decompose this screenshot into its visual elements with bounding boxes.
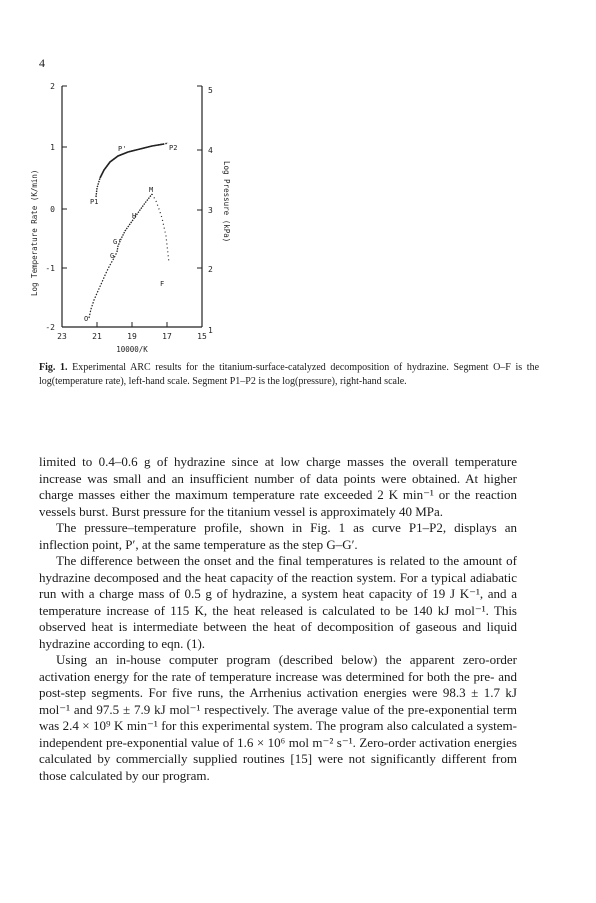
x-tick-label: 19	[127, 332, 137, 341]
right-tick-label: 1	[208, 326, 213, 335]
rate-curve-m-to-f	[152, 194, 169, 263]
left-tick-label: 0	[50, 205, 55, 214]
paragraph: The pressure–temperature profile, shown in Fig. 1 as curve P1–P2, displays an inflection point, P′, at the same temperature as the step G–G′.	[39, 520, 517, 552]
paragraph: Using an in-house computer program (described below) the apparent zero-order activation energy for the rate of temperature increase was determined for both the pre- and post-step segments. For five runs, the Arrhenius activation energies were 98.3 ± 1.7 kJ mol⁻¹ and 97.5 ± 7.9 kJ mol⁻¹ respectively. The average value of the pre-exponential term was 2.4 × 10⁹ K min⁻¹ for this experimental system. The program also calculated a system-independent pre-exponential value of 1.6 × 10⁶ mol m⁻² s⁻¹. Zero-order activation energies calculated by commercially supplied routines [15] were not significantly different from those calculated by our program.	[39, 652, 517, 783]
caption-text: Experimental ARC results for the titanium-surface-catalyzed decomposition of hydrazine. Segment O–F is the log(temperature rate), left-hand scale. Segment P1–P2 is the log(pressure), right-hand scale.	[39, 362, 540, 387]
arc-results-figure	[0, 0, 596, 360]
body-text	[39, 454, 517, 784]
left-axis-label: Log Temperature Rate (K/min)	[30, 169, 39, 296]
point-label-g: G	[110, 252, 115, 260]
left-tick-label: 1	[50, 143, 55, 152]
x-axis-label: 10000/K	[116, 345, 148, 354]
figure-caption	[39, 361, 539, 388]
point-label-p2: P2	[169, 144, 178, 152]
right-tick-marks	[197, 86, 202, 268]
point-label-p1: P1	[90, 198, 99, 206]
left-tick-label: -1	[45, 264, 55, 273]
left-tick-label: -2	[45, 323, 55, 332]
right-axis-label: Log Pressure (kPa)	[222, 161, 231, 243]
bottom-tick-marks	[62, 322, 202, 327]
right-tick-label: 4	[208, 146, 213, 155]
point-label-g-prime: G'	[113, 238, 122, 246]
x-tick-label: 21	[92, 332, 102, 341]
right-tick-label: 2	[208, 265, 213, 274]
point-label-o: O	[84, 315, 89, 323]
rate-curve-g-to-m	[117, 194, 152, 252]
x-tick-label: 23	[57, 332, 67, 341]
page-number: 4	[39, 56, 45, 70]
left-tick-marks	[62, 86, 67, 327]
paragraph: The difference between the onset and the final temperatures is related to the amount of hydrazine decomposed and the heat capacity of the reaction system. For a typical adiabatic run with a charge mass of 0.5 g of hydrazine, a system heat capacity of 19 J K⁻¹, and a temperature increase of 115 K, the heat released is calculated to be 140 kJ mol⁻¹. This observed heat is intermediate between the heat of decomposition of gaseous and liquid hydrazine according to eqn. (1).	[39, 553, 517, 651]
paragraph: limited to 0.4–0.6 g of hydrazine since at low charge masses the overall temperature increase was small and an insufficient number of data points were obtained. At higher charge masses either the maximum temperature rate exceeded 2 K min⁻¹ or the reaction vessels burst. Burst pressure for the titanium vessel is approximately 40 MPa.	[39, 454, 517, 519]
right-tick-label: 3	[208, 206, 213, 215]
right-tick-label: 5	[208, 86, 213, 95]
x-tick-label: 15	[197, 332, 207, 341]
rate-curve-o-to-g	[89, 252, 117, 318]
x-tick-label: 17	[162, 332, 172, 341]
pressure-curve-solid	[100, 144, 164, 178]
left-tick-label: 2	[50, 82, 55, 91]
point-label-m: M	[149, 186, 154, 194]
point-label-f: F	[160, 280, 165, 288]
point-label-h: H	[132, 212, 137, 220]
caption-label: Fig. 1.	[39, 362, 68, 373]
point-label-p-prime: P'	[118, 145, 127, 153]
